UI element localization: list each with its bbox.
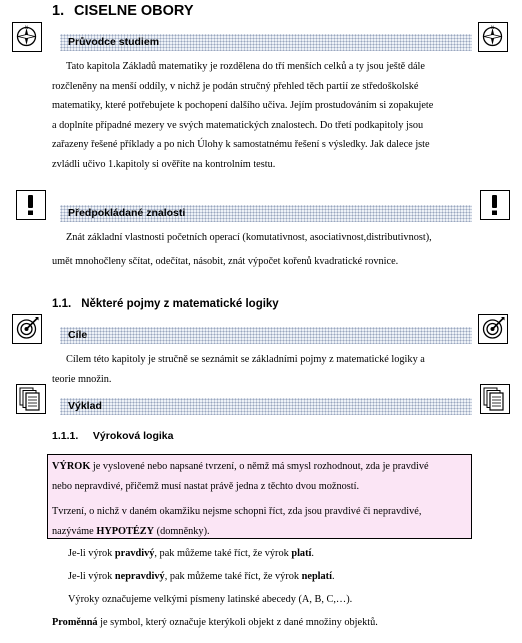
documents-icon (16, 384, 46, 414)
guide-line: zařazeny řešené příklady a po nich Úlohy k samostatnému řešení s výsledky. Jak dalece jste (52, 139, 430, 151)
target-icon (12, 314, 42, 344)
exclamation-icon (16, 190, 46, 220)
target-icon (478, 314, 508, 344)
subsection-number: 1.1.1. (52, 430, 79, 442)
prereq-text (52, 228, 482, 271)
guide-line: zvládli učivo 1.kapitoly si ověříte na kontrolním testu. (52, 158, 276, 170)
definition-text: je vyslovené nebo napsané tvrzení, o němž má smysl rozhodnout, zda je pravdivé (90, 461, 429, 472)
svg-text:N: N (491, 25, 494, 31)
prereq-band: Předpokládané znalosti (60, 205, 472, 222)
definition-text: (domněnky). (154, 525, 210, 537)
chapter-number: 1. (52, 3, 65, 19)
section-number: 1.1. (52, 298, 72, 310)
definition-box (47, 454, 472, 539)
compass-icon (478, 22, 508, 52)
variable-definition (52, 616, 378, 630)
statement-text: Je-li výrok (68, 571, 115, 582)
definition-line (52, 522, 467, 542)
subsection-title-text: Výroková logika (92, 430, 174, 442)
explanation-band: Výklad (60, 398, 472, 415)
definition-line: nebo nepravdivé, přičemž musí nastat právě jedna z těchto dvou možností. (52, 480, 360, 492)
statement-line-true (68, 547, 314, 561)
subsection-title (52, 430, 173, 442)
guide-line: a doplníte případné mezery ve svých matematických znalostech. Do třetí podkapitoly jsou (52, 119, 424, 131)
statement-text: , pak můžeme také říct, že výrok (154, 548, 292, 559)
definition-line: Tvrzení, o nichž v daném okamžiku nejsme schopni říct, zda jsou pravdivé či nepravdivé, (52, 506, 422, 518)
term-plati: platí (291, 548, 312, 559)
guide-band: Průvodce studiem (60, 34, 472, 51)
term-promenna: Proměnná (52, 617, 98, 628)
statement-line-notation: Výroky označujeme velkými písmeny latinské abecedy (A, B, C,…). (68, 594, 353, 605)
prereq-line: umět mnohočleny sčítat, odečítat, násobit, znát výpočet kořenů kvadratické rovnice. (52, 255, 399, 267)
guide-line: matematiky, které potřebujete k pochopení dalšího učiva. Jejím prostudováním si zopakujete (52, 100, 434, 112)
chapter-title-text: CISELNE OBORY (74, 3, 194, 19)
goals-text (52, 350, 472, 389)
statement-text: Je-li výrok (68, 548, 115, 559)
prereq-line: Znát základní vlastnosti početních operací (komutativnost, asociativnost,distributivnost), (66, 232, 432, 243)
statement-text: . (311, 548, 314, 559)
compass-icon (12, 22, 42, 52)
exclamation-icon (480, 190, 510, 220)
statement-line-false (68, 570, 335, 584)
goals-line: teorie množin. (52, 373, 112, 385)
term-pravdivy: pravdivý (114, 548, 155, 559)
definition-line (52, 457, 467, 477)
goals-band: Cíle (60, 327, 472, 344)
definition-text: nazýváme (52, 525, 97, 537)
guide-line: rozčleněny na menší oddíly, v nichž je podán stručný přehled těch partií ze středoškolské (52, 80, 419, 92)
svg-text:N: N (25, 25, 28, 31)
statement-text: , pak můžeme také říct, že výrok (164, 571, 302, 582)
statement-text: . (331, 571, 335, 582)
goals-line: Cílem této kapitoly je stručně se seznámit se základními pojmy z matematické logiky a (66, 354, 425, 365)
section-title (52, 298, 279, 310)
term-hypotezy: HYPOTÉZY (96, 525, 155, 537)
variable-text: je symbol, který označuje kterýkoli objekt z dané množiny objektů. (97, 617, 378, 628)
guide-text (52, 57, 472, 175)
term-neplati: neplatí (301, 571, 332, 582)
guide-line: Tato kapitola Základů matematiky je rozdělena do tří menších celků a ty jsou ještě dále (66, 61, 425, 72)
term-vyrok: VÝROK (52, 461, 91, 472)
section-title-text: Některé pojmy z matematické logiky (81, 298, 279, 310)
documents-icon (480, 384, 510, 414)
chapter-title (52, 3, 194, 19)
term-nepravdivy: nepravdivý (114, 571, 165, 582)
